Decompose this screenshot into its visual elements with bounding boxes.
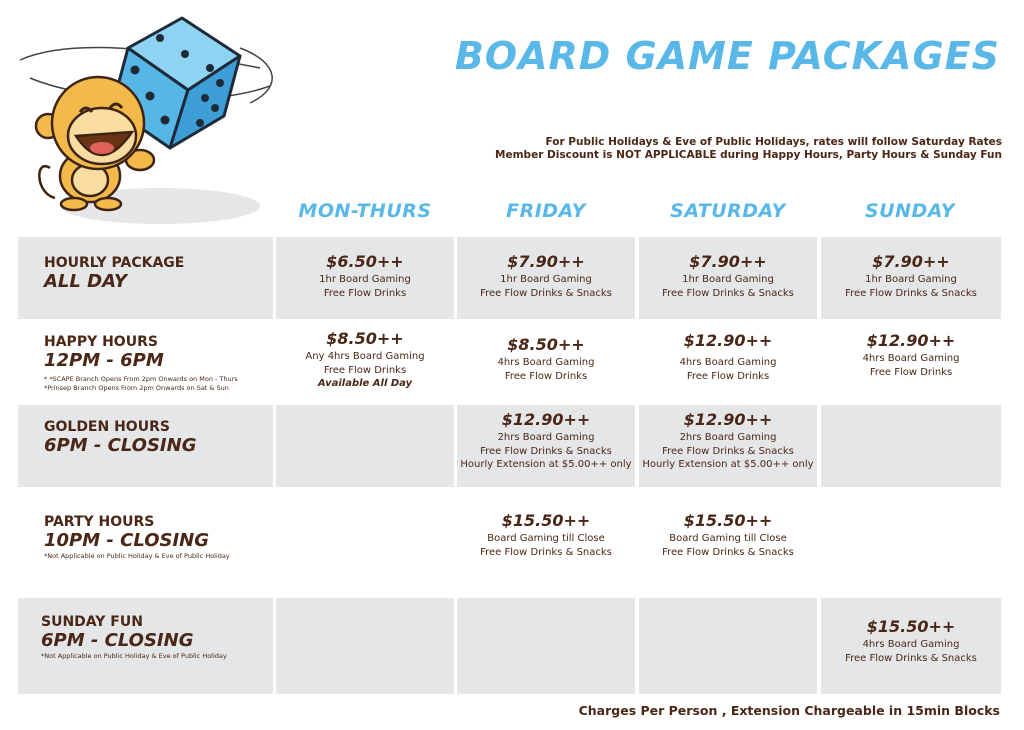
day-header-mon-thurs: MON-THURS bbox=[298, 200, 432, 222]
price-cell bbox=[457, 237, 635, 319]
available-all-day-label: Available All Day bbox=[317, 378, 413, 389]
price-cell bbox=[276, 237, 454, 319]
row-time: 6PM - CLOSING bbox=[44, 435, 197, 456]
price: $7.90++ bbox=[507, 252, 585, 271]
row-name: PARTY HOURS bbox=[44, 514, 155, 530]
detail-line: 4hrs Board Gaming bbox=[497, 357, 595, 368]
detail-line: 1hr Board Gaming bbox=[500, 274, 592, 285]
row-label-happy-hours bbox=[18, 322, 273, 402]
row-name: HAPPY HOURS bbox=[44, 334, 158, 350]
price-cell bbox=[276, 322, 454, 402]
row-name: GOLDEN HOURS bbox=[44, 419, 170, 435]
row-time: 12PM - 6PM bbox=[44, 350, 164, 371]
monkey-mascot-illustration bbox=[10, 8, 290, 230]
row-note: *Not Applicable on Public Holiday & Eve of Public Holiday bbox=[41, 652, 227, 660]
detail-line: Free Flow Drinks & Snacks bbox=[480, 546, 612, 558]
row-time: ALL DAY bbox=[44, 271, 127, 292]
detail-line: Free Flow Drinks bbox=[323, 364, 407, 376]
detail-line: Free Flow Drinks bbox=[686, 370, 770, 382]
detail-line: Free Flow Drinks bbox=[323, 287, 407, 299]
detail-line: 4hrs Board Gaming bbox=[679, 357, 777, 368]
day-header-friday: FRIDAY bbox=[506, 200, 586, 222]
detail-line: 1hr Board Gaming bbox=[682, 274, 774, 285]
day-header-sunday: SUNDAY bbox=[864, 200, 956, 222]
row-name: HOURLY PACKAGE bbox=[44, 255, 185, 271]
price: $8.50++ bbox=[326, 329, 404, 348]
price-cell bbox=[639, 405, 817, 487]
detail-line: 2hrs Board Gaming bbox=[679, 432, 777, 443]
price-cell bbox=[821, 237, 1001, 319]
detail-line: Free Flow Drinks & Snacks bbox=[480, 445, 612, 457]
charges-footer-note: Charges Per Person , Extension Chargeable in 15min Blocks bbox=[578, 703, 1000, 718]
detail-line: Free Flow Drinks & Snacks bbox=[662, 445, 794, 457]
empty-price-cell bbox=[639, 598, 817, 694]
price-cell bbox=[821, 598, 1001, 694]
price-cell bbox=[457, 405, 635, 487]
price-cell bbox=[457, 322, 635, 402]
price: $15.50++ bbox=[501, 511, 591, 530]
detail-line: Hourly Extension at $5.00++ only bbox=[642, 459, 814, 470]
price-cell bbox=[821, 322, 1001, 402]
price: $12.90++ bbox=[683, 331, 773, 350]
row-note: *Prinsep Branch Opens From 2pm Onwards on Sat & Sun bbox=[44, 384, 229, 392]
detail-line: Any 4hrs Board Gaming bbox=[305, 351, 425, 362]
empty-price-cell bbox=[821, 405, 1001, 487]
detail-line: Free Flow Drinks & Snacks bbox=[845, 287, 977, 299]
detail-line: Board Gaming till Close bbox=[487, 533, 605, 544]
detail-line: Board Gaming till Close bbox=[669, 533, 787, 544]
detail-line: 1hr Board Gaming bbox=[865, 274, 957, 285]
row-label-sunday-fun bbox=[18, 598, 273, 694]
row-label-party-hours bbox=[18, 490, 273, 595]
detail-line: 1hr Board Gaming bbox=[319, 274, 411, 285]
price: $12.90++ bbox=[866, 331, 956, 350]
detail-line: Free Flow Drinks & Snacks bbox=[662, 287, 794, 299]
price-cell bbox=[639, 490, 817, 595]
price: $15.50++ bbox=[683, 511, 773, 530]
detail-line: 4hrs Board Gaming bbox=[862, 353, 960, 364]
price: $15.50++ bbox=[866, 617, 956, 636]
price: $12.90++ bbox=[501, 410, 591, 429]
day-header-saturday: SATURDAY bbox=[670, 200, 786, 222]
empty-price-cell bbox=[276, 598, 454, 694]
detail-line: Free Flow Drinks & Snacks bbox=[480, 287, 612, 299]
price-cell bbox=[639, 322, 817, 402]
detail-line: Free Flow Drinks bbox=[504, 370, 588, 382]
row-label-hourly-package bbox=[18, 237, 273, 319]
member-discount-note: Member Discount is NOT APPLICABLE during Happy Hours, Party Hours & Sunday Fun bbox=[495, 149, 1002, 161]
row-name: SUNDAY FUN bbox=[41, 614, 143, 630]
detail-line: Free Flow Drinks & Snacks bbox=[662, 546, 794, 558]
price: $8.50++ bbox=[507, 335, 585, 354]
detail-line: 2hrs Board Gaming bbox=[497, 432, 595, 443]
row-time: 10PM - CLOSING bbox=[44, 530, 209, 551]
price: $7.90++ bbox=[689, 252, 767, 271]
price-cell bbox=[457, 490, 635, 595]
row-note: * *SCAPE Branch Opens From 2pm Onwards on Mon - Thurs bbox=[44, 375, 238, 383]
price-cell bbox=[639, 237, 817, 319]
row-time: 6PM - CLOSING bbox=[41, 630, 194, 651]
detail-line: Free Flow Drinks bbox=[869, 366, 953, 378]
page-title: BOARD GAME PACKAGES bbox=[454, 34, 1000, 78]
row-note: *Not Applicable on Public Holiday & Eve of Public Holiday bbox=[44, 552, 230, 560]
detail-line: Hourly Extension at $5.00++ only bbox=[460, 459, 632, 470]
holiday-rate-note: For Public Holidays & Eve of Public Holidays, rates will follow Saturday Rates bbox=[545, 136, 1002, 148]
price: $12.90++ bbox=[683, 410, 773, 429]
empty-price-cell bbox=[457, 598, 635, 694]
price: $7.90++ bbox=[872, 252, 950, 271]
row-label-golden-hours bbox=[18, 405, 273, 487]
detail-line: 4hrs Board Gaming bbox=[862, 639, 960, 650]
empty-price-cell bbox=[276, 405, 454, 487]
detail-line: Free Flow Drinks & Snacks bbox=[845, 652, 977, 664]
price: $6.50++ bbox=[326, 252, 404, 271]
